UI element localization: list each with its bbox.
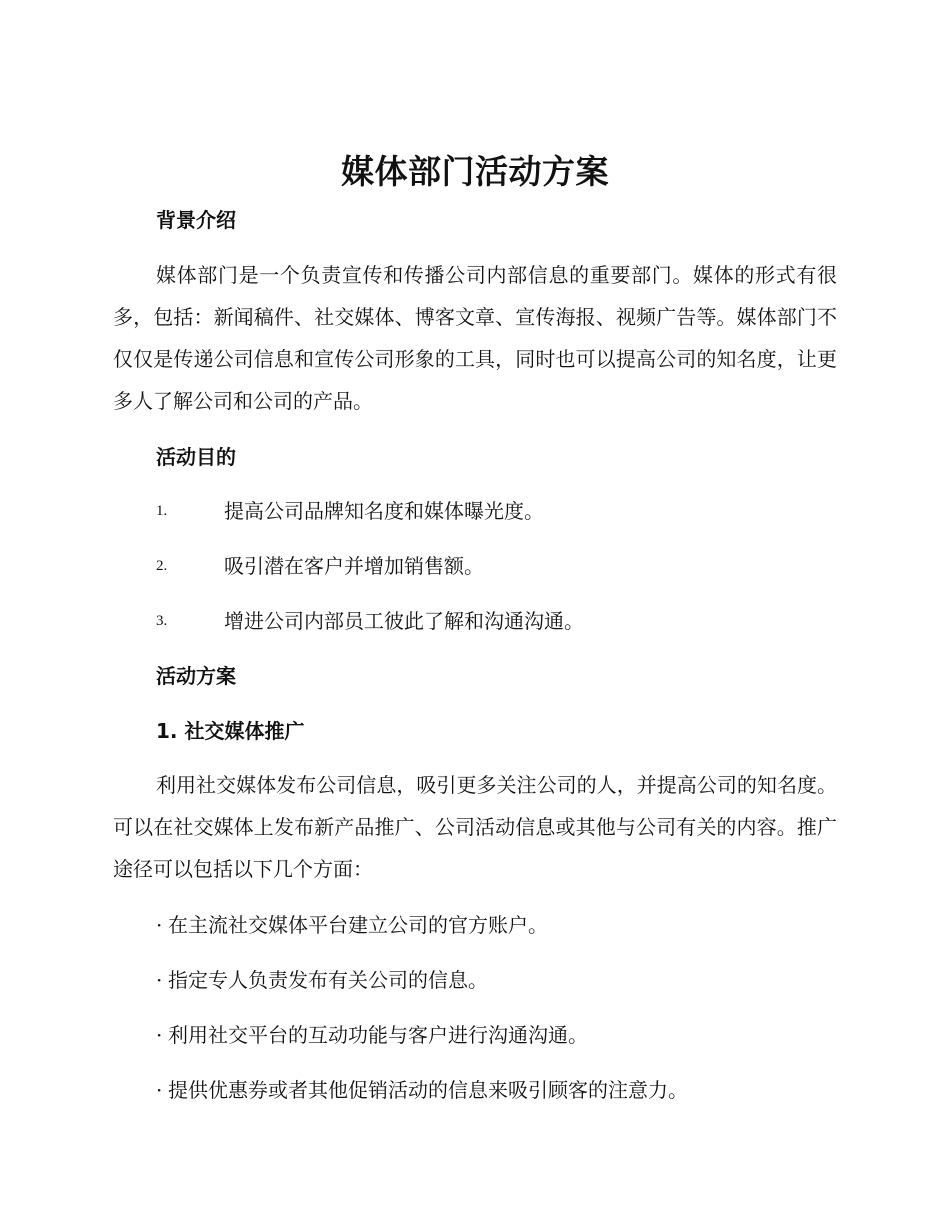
bullet-item xyxy=(156,965,488,995)
list-number: 2. xyxy=(156,558,168,574)
bullet-item xyxy=(156,1020,588,1050)
heading-background: 背景介绍 xyxy=(156,208,236,232)
bullet-item xyxy=(156,910,548,940)
paragraph-background: 媒体部门是一个负责宣传和传播公司内部信息的重要部门。媒体的形式有很多，包括：新闻稿件、社交媒体、博客文章、宣传海报、视频广告等。媒体部门不仅仅是传递公司信息和宣传公司形象的工具，同时也可以提高公司的知名度，让更多人了解公司和公司的产品。 xyxy=(113,263,837,413)
bullet-item xyxy=(156,1075,688,1105)
bullet-dot-icon: · xyxy=(156,913,163,937)
paragraph-social-media: 利用社交媒体发布公司信息，吸引更多关注公司的人，并提高公司的知名度。可以在社交媒体上发布新产品推广、公司活动信息或其他与公司有关的内容。推广途径可以包括以下几个方面： xyxy=(113,773,837,881)
list-item-text: 吸引潜在客户并增加销售额。 xyxy=(224,554,484,578)
list-item-text: 提高公司品牌知名度和媒体曝光度。 xyxy=(224,499,544,523)
list-number: 3. xyxy=(156,613,168,629)
bullet-item-text: 利用社交平台的互动功能与客户进行沟通沟通。 xyxy=(168,1023,588,1047)
bullet-item-text: 指定专人负责发布有关公司的信息。 xyxy=(168,968,488,992)
bullet-item-text: 在主流社交媒体平台建立公司的官方账户。 xyxy=(168,913,548,937)
list-item-text: 增进公司内部员工彼此了解和沟通沟通。 xyxy=(224,609,584,633)
bullet-item-text: 提供优惠券或者其他促销活动的信息来吸引顾客的注意力。 xyxy=(168,1078,688,1102)
document-title: 媒体部门活动方案 xyxy=(341,152,609,191)
subheading-social-media: 1. 社交媒体推广 xyxy=(156,719,305,743)
list-number: 1. xyxy=(156,503,168,519)
bullet-dot-icon: · xyxy=(156,1023,163,1047)
heading-plan: 活动方案 xyxy=(156,664,236,688)
bullet-dot-icon: · xyxy=(156,968,163,992)
heading-purpose: 活动目的 xyxy=(156,445,236,469)
bullet-dot-icon: · xyxy=(156,1078,163,1102)
